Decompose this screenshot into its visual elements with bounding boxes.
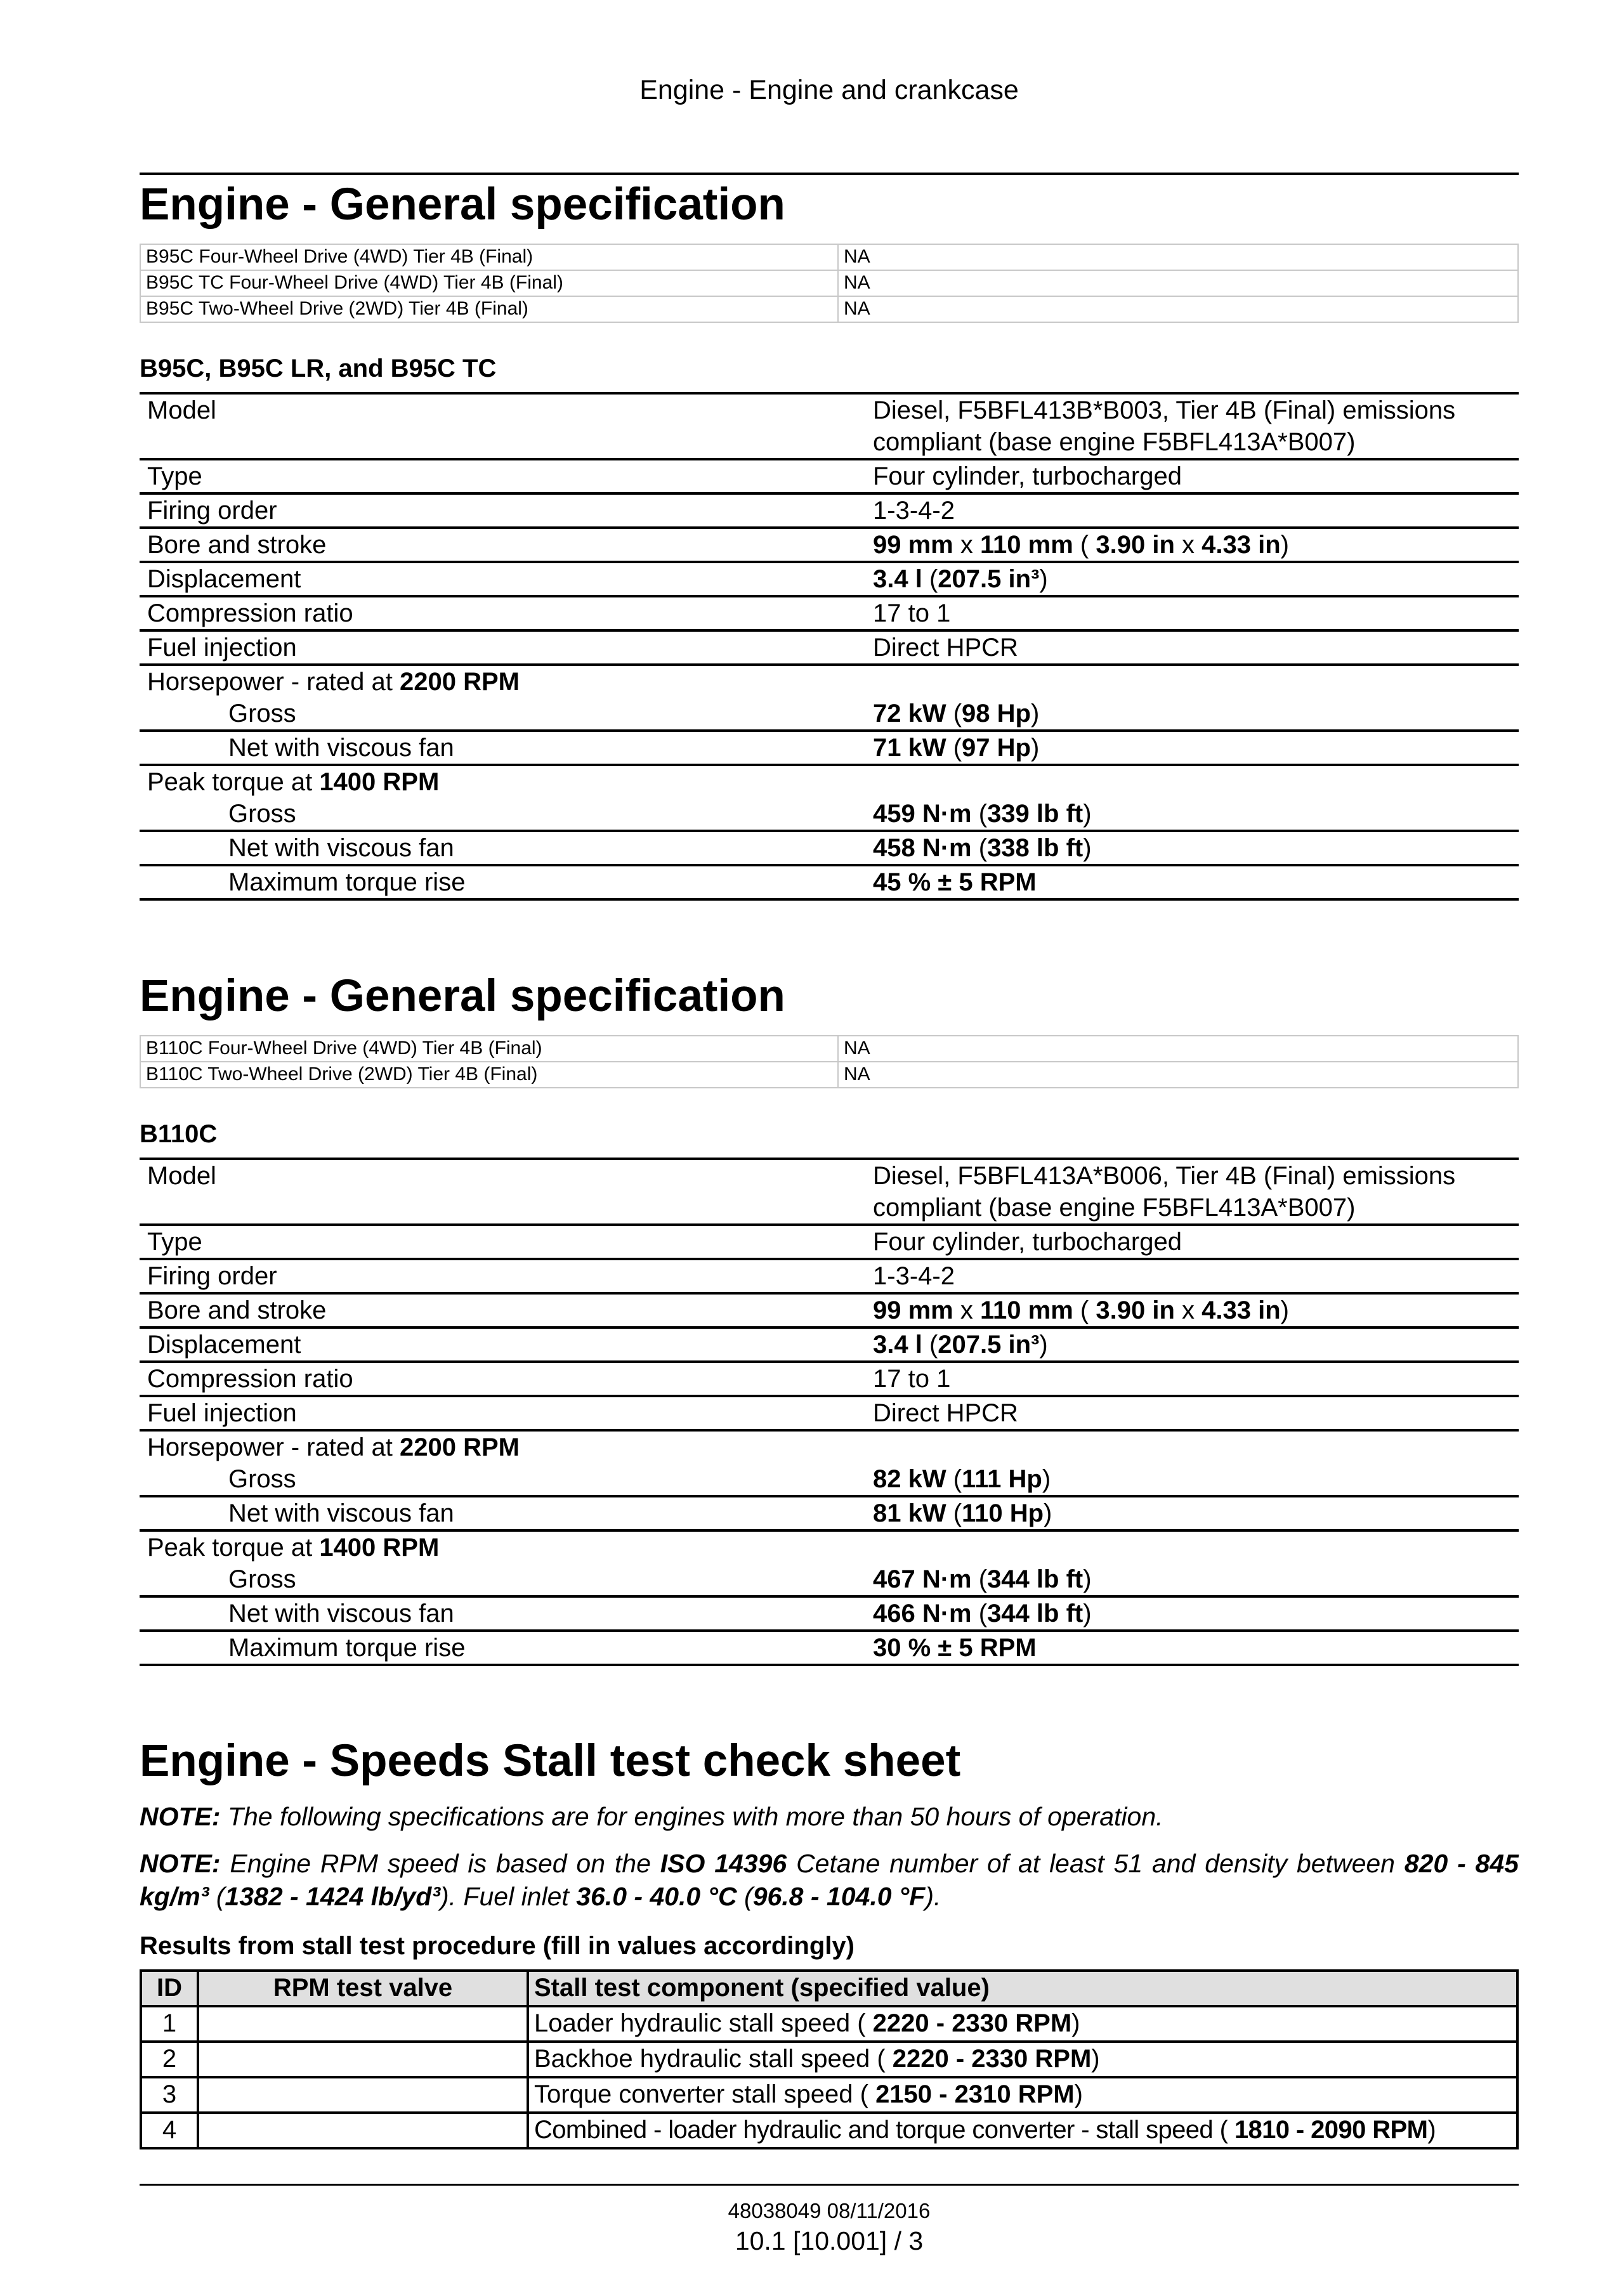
applicability-table: [140, 244, 1519, 323]
spec-row-torque: Peak torque at 1400 RPM: [147, 767, 440, 796]
spec-row-hp-gross: Gross 72 kW (98 Hp): [140, 698, 1519, 732]
spec-row-displacement: Displacement 3.4 l (207.5 in³): [140, 1329, 1519, 1363]
spec-row-hp-gross: Gross 82 kW (111 Hp): [140, 1463, 1519, 1497]
spec-row-torque-net: Net with viscous fan 458 N·m (338 lb ft): [140, 832, 1519, 866]
table-row: 2 Backhoe hydraulic stall speed ( 2220 - 2330 RPM): [141, 2042, 1517, 2077]
spec-row-horsepower: Horsepower - rated at 2200 RPM: [147, 1433, 520, 1461]
table-row: 3 Torque converter stall speed ( 2150 - 2310 RPM): [141, 2077, 1517, 2113]
section-b95c: [140, 179, 1519, 901]
spec-row-torque-gross: Gross 467 N·m (344 lb ft): [140, 1563, 1519, 1598]
spec-row-torque: Peak torque at 1400 RPM: [147, 1533, 440, 1562]
spec-row-bore-stroke: Bore and stroke 99 mm x 110 mm ( 3.90 in x 4.33 in): [140, 529, 1519, 563]
spec-row-compression: Compression ratio 17 to 1: [140, 1363, 1519, 1397]
spec-row-model: Model Diesel, F5BFL413B*B003, Tier 4B (Final) emissions compliant (base engine F5BFL413A*B007): [140, 395, 1519, 460]
footer-page-number: 10.1 [10.001] / 3: [735, 2226, 924, 2255]
table-row: B95C TC Four-Wheel Drive (4WD) Tier 4B (Final) NA: [140, 270, 1518, 296]
spec-table: [140, 1158, 1519, 1666]
rpm-entry-cell[interactable]: [198, 2042, 528, 2077]
spec-row-hp-net: Net with viscous fan 81 kW (110 Hp): [140, 1497, 1519, 1532]
table-row: B110C Two-Wheel Drive (2WD) Tier 4B (Final) NA: [140, 1062, 1518, 1088]
spec-row-fuel-injection: Fuel injection Direct HPCR: [140, 1397, 1519, 1432]
note-hours: NOTE: The following specifications are for engines with more than 50 hours of operation.: [140, 1801, 1163, 1831]
spec-row-type: Type Four cylinder, turbocharged: [140, 1226, 1519, 1260]
note-rpm-basis: NOTE: Engine RPM speed is based on the ISO 14396 Cetane number of at least 51 and density between 820 - 845 kg/m³ (1382 - 1424 lb/yd³). Fuel inlet 36.0 - 40.0 °C (96.8 - 104.0 °F).: [140, 1848, 1519, 1911]
spec-row-bore-stroke: Bore and stroke 99 mm x 110 mm ( 3.90 in x 4.33 in): [140, 1295, 1519, 1329]
table-row: B95C Four-Wheel Drive (4WD) Tier 4B (Final) NA: [140, 244, 1518, 270]
spec-row-model: Model Diesel, F5BFL413A*B006, Tier 4B (Final) emissions compliant (base engine F5BFL413A*B007): [140, 1160, 1519, 1226]
spec-row-hp-net: Net with viscous fan 71 kW (97 Hp): [140, 732, 1519, 766]
section-title: Engine - General specification: [140, 971, 785, 1021]
footer-doc-id: 48038049 08/11/2016: [728, 2199, 931, 2222]
spec-row-displacement: Displacement 3.4 l (207.5 in³): [140, 563, 1519, 597]
table-header-row: ID RPM test valve Stall test component (specified value): [141, 1971, 1517, 2006]
spec-row-compression: Compression ratio 17 to 1: [140, 597, 1519, 632]
table-row: 1 Loader hydraulic stall speed ( 2220 - 2330 RPM): [141, 2006, 1517, 2042]
rpm-entry-cell[interactable]: [198, 2077, 528, 2113]
spec-row-fuel-injection: Fuel injection Direct HPCR: [140, 632, 1519, 666]
rpm-entry-cell[interactable]: [198, 2113, 528, 2148]
section-title: Engine - General specification: [140, 179, 785, 230]
spec-row-torque-rise: Maximum torque rise 30 % ± 5 RPM: [140, 1632, 1519, 1666]
table-row: B110C Four-Wheel Drive (4WD) Tier 4B (Final) NA: [140, 1036, 1518, 1062]
table-row: B95C Two-Wheel Drive (2WD) Tier 4B (Final) NA: [140, 296, 1518, 322]
model-subtitle: B110C: [140, 1119, 218, 1148]
footer-rule: [140, 2184, 1519, 2186]
spec-row-torque-net: Net with viscous fan 466 N·m (344 lb ft): [140, 1598, 1519, 1632]
header-rule: [140, 173, 1519, 175]
spec-row-torque-gross: Gross 459 N·m (339 lb ft): [140, 798, 1519, 832]
spec-table: [140, 392, 1519, 901]
applicability-table: [140, 1035, 1519, 1088]
stall-test-table: [140, 1969, 1519, 2149]
rpm-entry-cell[interactable]: [198, 2006, 528, 2042]
spec-row-type: Type Four cylinder, turbocharged: [140, 460, 1519, 495]
spec-row-horsepower: Horsepower - rated at 2200 RPM: [147, 667, 520, 696]
spec-row-firing-order: Firing order 1-3-4-2: [140, 1260, 1519, 1295]
spec-row-torque-rise: Maximum torque rise 45 % ± 5 RPM: [140, 866, 1519, 901]
section-title: Engine - Speeds Stall test check sheet: [140, 1736, 961, 1786]
spec-row-firing-order: Firing order 1-3-4-2: [140, 495, 1519, 529]
model-subtitle: B95C, B95C LR, and B95C TC: [140, 354, 497, 382]
results-title: Results from stall test procedure (fill in values accordingly): [140, 1931, 855, 1960]
table-row: 4 Combined - loader hydraulic and torque converter - stall speed ( 1810 - 2090 RPM): [141, 2113, 1517, 2148]
section-stall-test: [140, 1735, 1519, 2149]
running-header: Engine - Engine and crankcase: [639, 75, 1019, 105]
section-b110c: [140, 970, 1519, 1666]
